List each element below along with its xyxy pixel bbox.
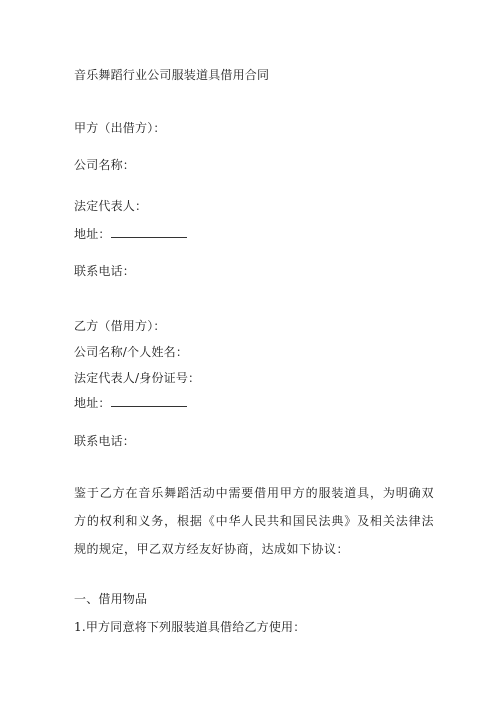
party-b-phone-label: 联系电话：	[74, 434, 136, 448]
party-b-company-label: 公司名称/个人姓名：	[74, 345, 189, 359]
section-1-heading: 一、借用物品	[74, 592, 148, 606]
party-a-legal-rep-label: 法定代表人：	[74, 199, 148, 213]
party-a-company-label: 公司名称：	[74, 158, 136, 172]
section-1-clause-1: 1.甲方同意将下列服装道具借给乙方使用：	[74, 620, 306, 634]
party-b-address-row	[74, 396, 187, 410]
party-b-address-label: 地址：	[74, 396, 111, 410]
document-title: 音乐舞蹈行业公司服装道具借用合同	[74, 68, 270, 82]
party-a-address-label: 地址：	[74, 227, 111, 241]
party-b-address-blank	[111, 396, 187, 407]
party-b-legal-rep-label: 法定代表人/身份证号：	[74, 371, 201, 385]
party-a-address-blank	[111, 227, 187, 238]
party-a-heading: 甲方（出借方）：	[74, 121, 166, 135]
party-b-heading: 乙方（借用方）：	[74, 319, 166, 333]
party-a-address-row	[74, 227, 187, 241]
party-a-phone-label: 联系电话：	[74, 264, 136, 278]
preamble-paragraph: 鉴于乙方在音乐舞蹈活动中需要借用甲方的服装道具，为明确双方的权利和义务，根据《中华人民共和国民法典》及相关法律法规的规定，甲乙双方经友好协商，达成如下协议：	[74, 486, 434, 556]
